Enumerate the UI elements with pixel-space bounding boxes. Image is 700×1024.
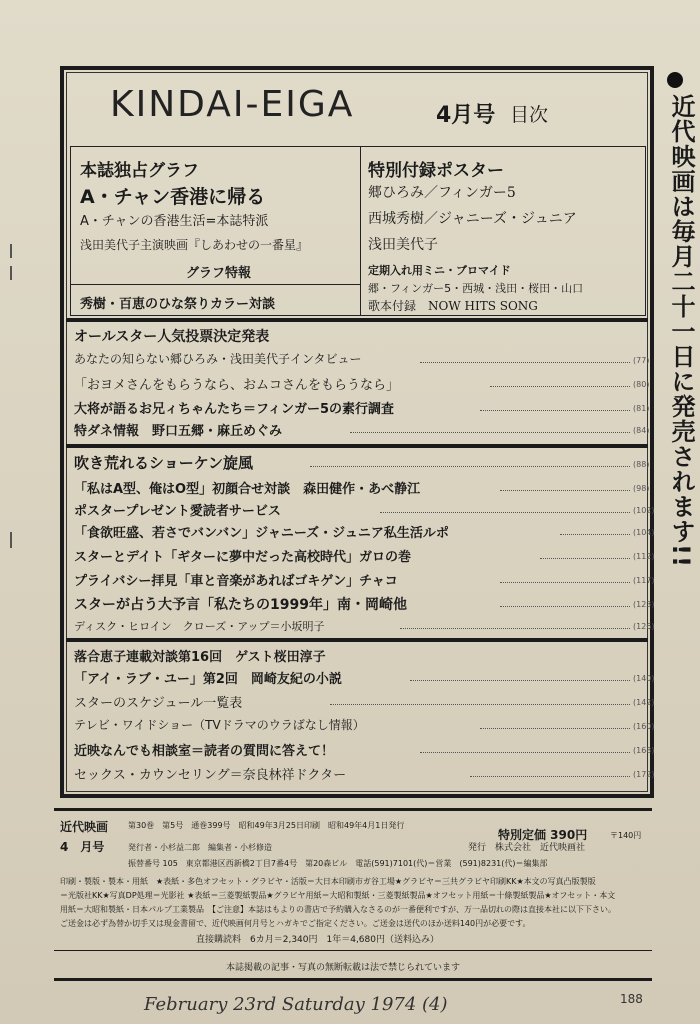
toc-item: スターとデイト「ギターに夢中だった高校時代」ガロの巻	[74, 550, 411, 565]
magazine-masthead: KINDAI-EIGA	[110, 84, 355, 125]
page-number: (80)	[633, 380, 650, 389]
feature-right-line-6: 郷・フィンガー5・西城・浅田・桜田・山口	[368, 282, 584, 295]
feature-left-line-4: 浅田美代子主演映画『しあわせの一番星』	[80, 238, 309, 252]
colophon-address: 振替番号 105 東京都港区西新橋2丁目7番4号 第20森ビル 電話(591)7101(代)＝営業 (591)8231(代)＝編集部	[128, 859, 548, 868]
feature-right-line-4: 浅田美代子	[368, 237, 438, 253]
leader-dots	[490, 386, 630, 387]
leader-dots	[470, 776, 630, 777]
leader-dots	[480, 410, 630, 411]
leader-dots	[400, 628, 630, 629]
folio-number: 188	[620, 992, 643, 1006]
toc-item: 特ダネ情報 野口五郷・麻丘めぐみ	[74, 424, 283, 439]
feature-right-line-5: 定期入れ用ミニ・ブロマイド	[368, 264, 511, 277]
leader-dots	[310, 466, 630, 467]
colophon-credits: 印刷・製版・製本・用紙 ★表紙・多色オフセット・グラビヤ・活版＝大日本印刷市ガ谷工場★グラビヤ＝三共グラビヤ印刷KK★本文の写真凸版製版	[60, 877, 596, 886]
toc-item: 「アイ・ラブ・ユー」第2回 岡崎友紀の小説	[74, 672, 342, 687]
leader-dots	[560, 534, 630, 535]
toc-item: 近映なんでも相談室＝読者の質問に答えて！	[74, 744, 335, 759]
issue-month: 4月号	[436, 103, 496, 128]
leader-dots	[420, 752, 630, 753]
edge-mark	[10, 266, 12, 280]
toc-item: オールスター人気投票決定発表	[74, 329, 270, 345]
page-number: (168)	[633, 746, 655, 755]
feature-box-divider	[70, 284, 360, 285]
page-number: (160)	[633, 722, 655, 731]
feature-left-line-3: A・チャンの香港生活=本誌特派	[80, 214, 269, 229]
feature-left-line-6: 秀樹・百恵のひな祭りカラー対談	[80, 297, 276, 312]
colophon-price: 特別定価 390円	[498, 828, 588, 842]
leader-dots	[380, 512, 630, 513]
leader-dots	[330, 704, 630, 705]
colophon-credits: ご送金は必ず為替か切手又は現金書留で、近代映画何月号とハガキでご指定ください。ご送金は送代のほか送料140円が必要です。	[60, 919, 531, 928]
colophon-month: 4 月号	[60, 840, 105, 854]
feature-right-line-7: 歌本付録 NOW HITS SONG	[368, 299, 538, 313]
page-number: (77)	[633, 356, 650, 365]
feature-right-line-3: 西城秀樹／ジャニーズ・ジュニア	[368, 211, 577, 227]
release-notice: 近代映画は毎月二十一日に発売されます!!	[667, 94, 695, 568]
bullet-icon	[667, 72, 683, 88]
page-number: (98)	[633, 484, 650, 493]
feature-right-line-2: 郷ひろみ／フィンガー5	[368, 185, 516, 201]
feature-left-line-1: 本誌独占グラフ	[80, 161, 199, 181]
leader-dots	[540, 558, 630, 559]
page-number: (140)	[633, 674, 655, 683]
edge-mark	[10, 244, 12, 258]
page-number: (81)	[633, 404, 650, 413]
colophon-rule	[54, 808, 652, 811]
page-number: (142)	[633, 698, 655, 707]
toc-item: スターが占う大予言「私たちの1999年」南・岡崎他	[74, 597, 407, 613]
leader-dots	[500, 582, 630, 583]
toc-item: 吹き荒れるショーケン旋風	[74, 454, 253, 472]
colophon-rule	[54, 978, 652, 981]
colophon-staff: 発行者・小杉益二郎 編集者・小杉修造	[128, 843, 272, 852]
feature-right-line-1: 特別付録ポスター	[368, 161, 504, 181]
colophon-price-tax: 〒140円	[610, 831, 642, 840]
page-number: (88)	[633, 460, 650, 469]
section-rule	[66, 318, 648, 322]
toc-item: テレビ・ワイドショー（TVドラマのウラばなし情報）	[74, 718, 365, 732]
toc-heading: 目次	[510, 104, 549, 126]
toc-item: 「食欲旺盛、若さでバンバン」ジャニーズ・ジュニア私生活ルポ	[74, 526, 449, 541]
toc-item: 「おヨメさんをもらうなら、おムコさんをもらうなら」	[74, 378, 400, 393]
page-number: (112)	[633, 552, 655, 561]
leader-dots	[480, 728, 630, 729]
page-number: (126)	[633, 622, 655, 631]
copyright-notice: 本誌掲載の記事・写真の無断転載は法で禁じられています	[226, 963, 461, 973]
colophon-issue: 第30巻 第5号 通巻399号 昭和49年3月25日印刷 昭和49年4月1日発行	[128, 821, 405, 830]
toc-item: 落合恵子連載対談第16回 ゲスト桜田淳子	[74, 650, 326, 665]
leader-dots	[500, 606, 630, 607]
toc-item: ディスク・ヒロイン クローズ・アップ＝小坂明子	[74, 620, 325, 633]
leader-dots	[500, 490, 630, 491]
section-rule	[66, 444, 648, 448]
feature-left-line-2: A・チャン香港に帰る	[80, 186, 266, 208]
toc-item: プライバシー拝見「車と音楽があればゴキゲン」チャコ	[74, 574, 398, 589]
colophon-credits: ＝光版社KK★写真DP処理＝光影社 ★表紙＝三菱製紙製品★グラビヤ用紙＝大昭和製紙・三菱製紙製品★オフセット用紙＝十條製紙製品★オフセット・本文	[60, 891, 616, 900]
edge-mark	[10, 532, 12, 548]
colophon-subscription: 直接購読料 6カ月＝2,340円 1年＝4,680円（送料込み）	[196, 935, 439, 945]
page-number: (84)	[633, 426, 650, 435]
leader-dots	[420, 362, 630, 363]
page-number: (104)	[633, 528, 655, 537]
page-number: (172)	[633, 770, 655, 779]
page-number: (123)	[633, 600, 655, 609]
toc-item: スターのスケジュール一覧表	[74, 696, 243, 711]
colophon-rule	[54, 950, 652, 951]
toc-item: 「私はA型、俺はO型」初顔合せ対談 森田健作・あべ静江	[74, 482, 421, 497]
feature-left-line-5: グラフ特報	[186, 266, 252, 281]
colophon-publisher: 発行 株式会社 近代映画社	[468, 843, 586, 853]
leader-dots	[350, 432, 630, 433]
page-number: (117)	[633, 576, 655, 585]
page-number: (102)	[633, 506, 655, 515]
toc-item: ポスタープレゼント愛読者サービス	[74, 504, 281, 519]
colophon-magazine: 近代映画	[60, 820, 109, 834]
toc-item: セックス・カウンセリング＝奈良林祥ドクター	[74, 768, 347, 783]
section-rule	[66, 638, 648, 642]
toc-item: 大将が語るお兄ィちゃんたち＝フィンガー5の素行調査	[74, 402, 395, 417]
toc-item: あなたの知らない郷ひろみ・浅田美代子インタビュー	[74, 352, 362, 366]
leader-dots	[410, 680, 630, 681]
handwritten-date: February 23rd Saturday 1974 (4)	[144, 994, 448, 1015]
colophon-credits: 用紙＝大昭和製紙・日本パルプ工業製品 【ご注意】本誌はもよりの書店で予約購入なさるのが一番便利ですが、万一品切れの際は直接本社に以下下さい。	[60, 905, 616, 914]
